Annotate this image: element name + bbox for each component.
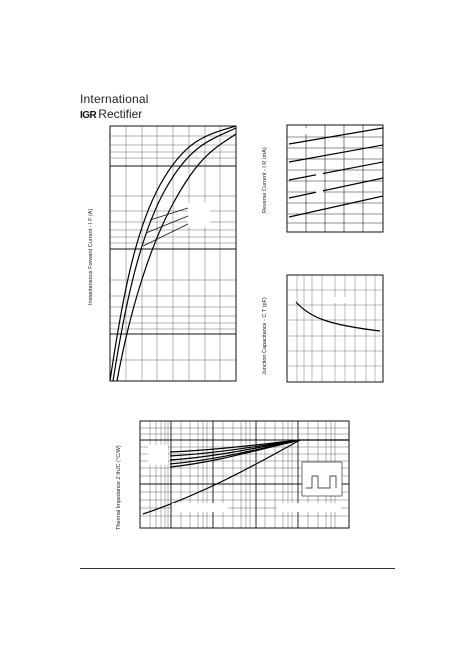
thermal-chart-ylabel: Thermal Impedance Z thJC (°C/W): [116, 445, 122, 530]
reverse-curves: [289, 128, 383, 217]
thermal-curve-d20: [170, 440, 300, 456]
reverse-chart: [287, 125, 383, 232]
thermal-note-mask: [277, 503, 341, 512]
capacitance-chart-grid: [287, 275, 383, 382]
reverse-curve-2: [289, 145, 383, 162]
reverse-label-mask-2: [316, 171, 323, 177]
capacitance-chart: [287, 275, 383, 382]
brand-name: International: [80, 92, 149, 106]
capacitance-label-mask: [333, 297, 351, 303]
reverse-label-mask-3: [316, 188, 323, 194]
reverse-curve-3: [289, 162, 383, 180]
thermal-inset: [302, 462, 342, 496]
brand-logo-mark: IGR: [80, 110, 97, 121]
footer-rule: [80, 568, 395, 569]
reverse-chart-frame: [287, 125, 383, 232]
reverse-chart-grid: [287, 125, 383, 232]
reverse-label-mask-1: [300, 128, 312, 134]
forward-leader-lines: [143, 208, 188, 246]
forward-chart-ylabel: Instantaneous Forward Current - I F (A): [88, 208, 94, 305]
reverse-chart-ylabel: Reverse Current - I R (mA): [262, 147, 268, 213]
brand-name-2: Rectifier: [98, 107, 143, 121]
thermal-label-mask: [172, 503, 228, 512]
thermal-chart: [140, 421, 349, 528]
thermal-curve-d10: [170, 440, 300, 460]
thermal-legend-mask: [148, 445, 168, 465]
forward-chart: [110, 126, 236, 381]
capacitance-curve: [296, 302, 380, 331]
capacitance-chart-ylabel: Junction Capacitance - C T (pF): [262, 297, 268, 375]
forward-legend-box: [188, 203, 210, 227]
